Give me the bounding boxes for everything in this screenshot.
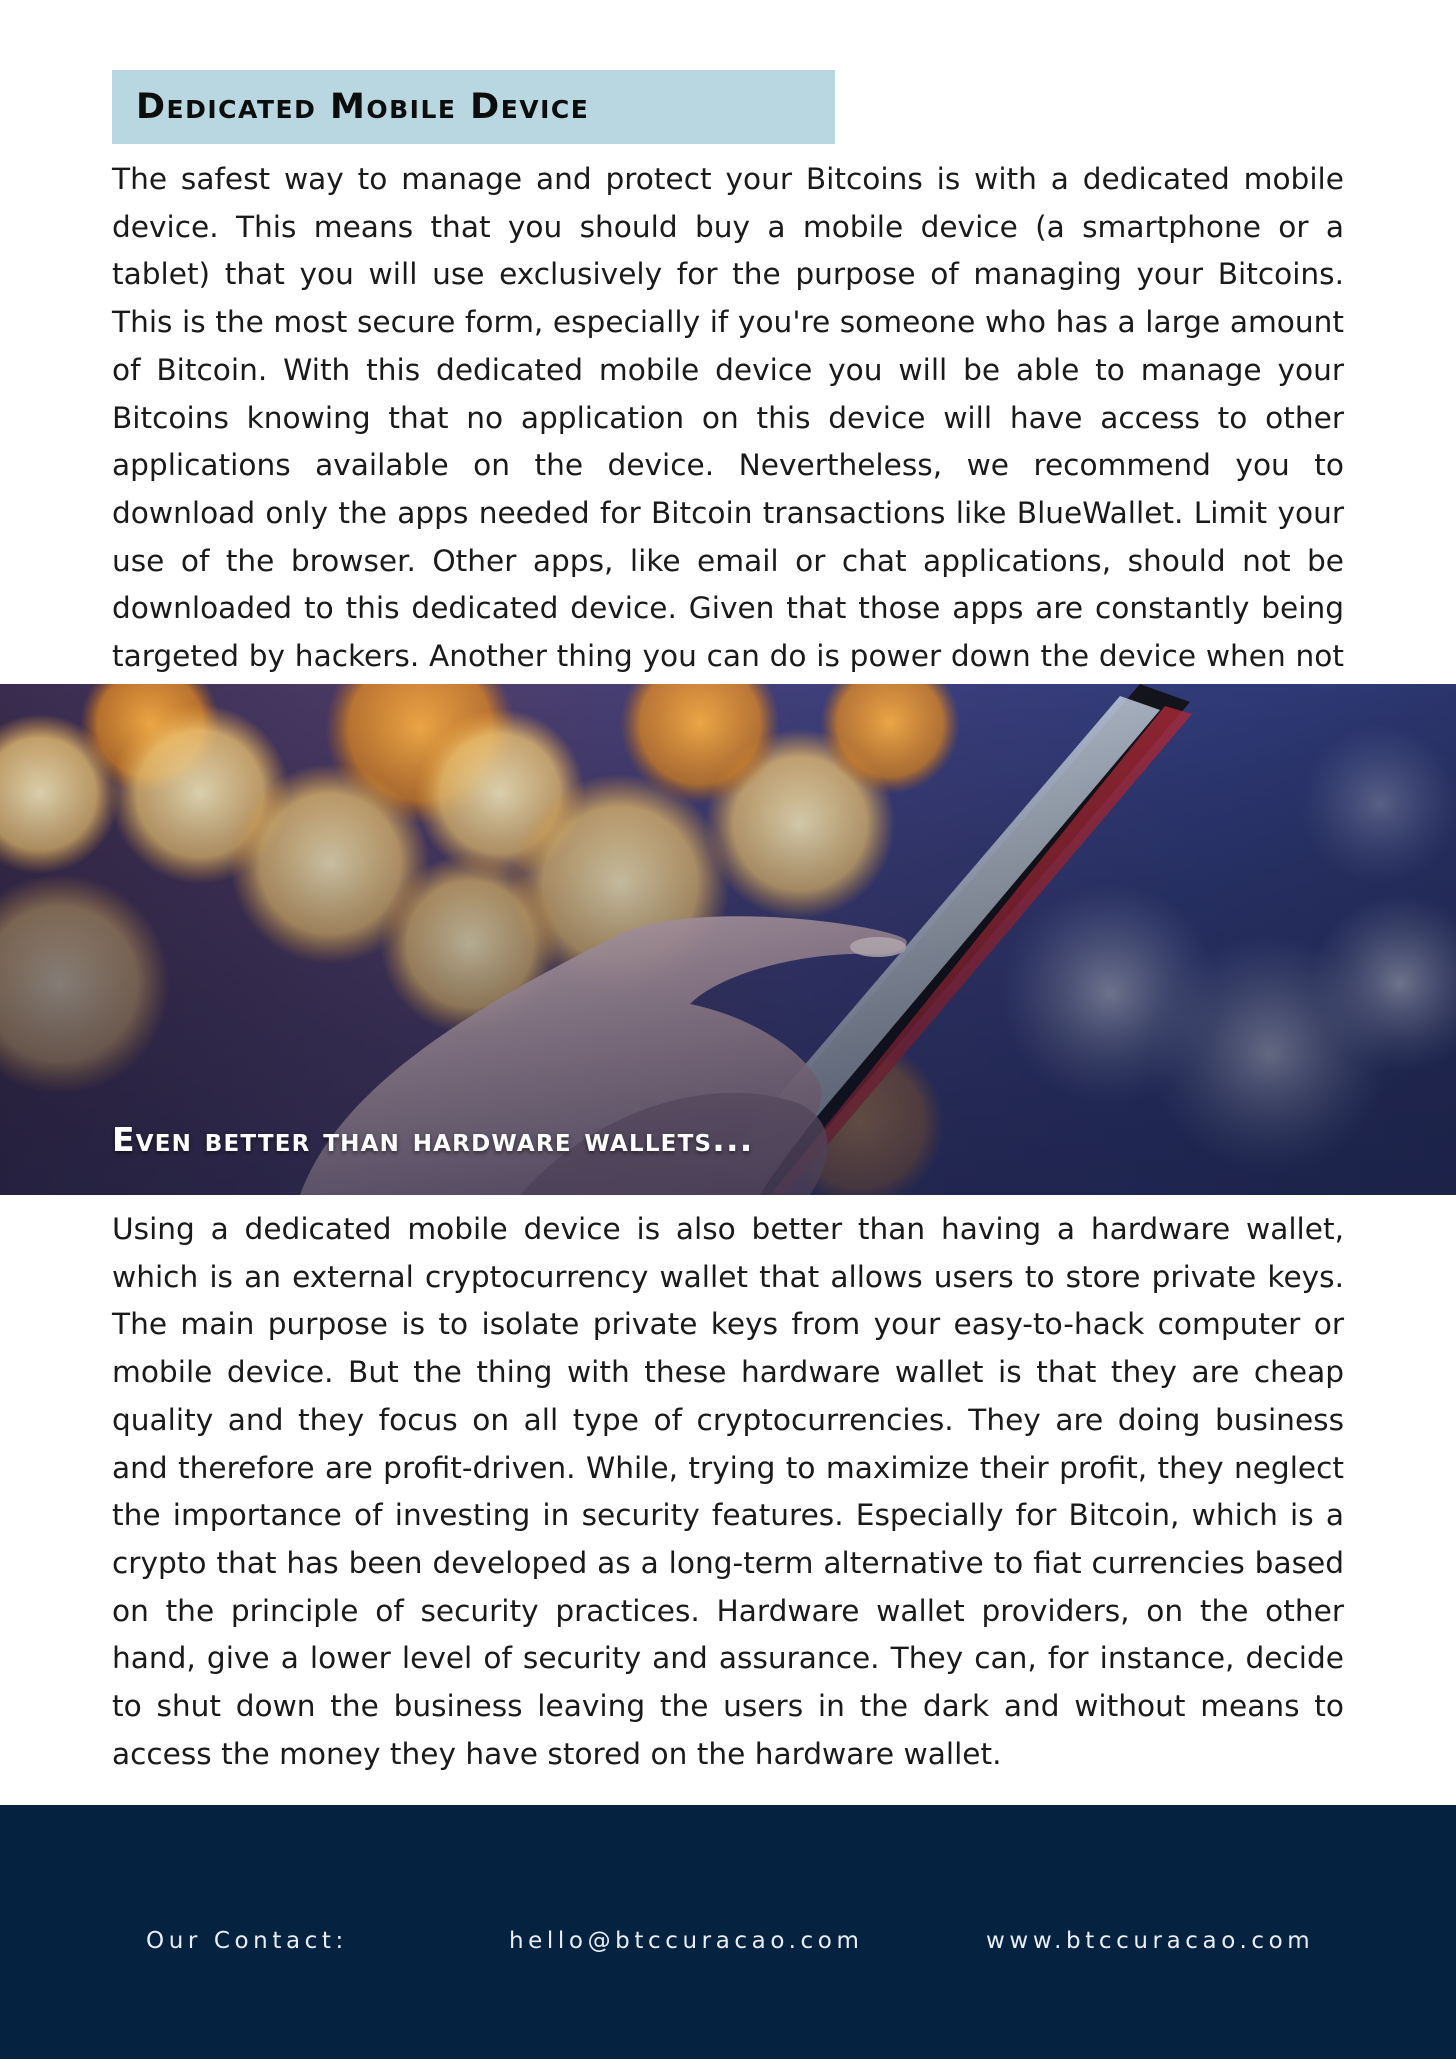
contact-footer [0, 1805, 1456, 2059]
contact-email-link[interactable]: hello@btccuracao.com [509, 1928, 864, 1954]
comparison-paragraph: Using a dedicated mobile device is also better than having a hardware wallet, which is an external cryptocurrency wallet that allows users to store private keys. The main purpose is to isolate private keys from your easy-to-hack computer or mobile device. But the thing with these hardware wallet is that they are cheap quality and they focus on all type of cryptocurrencies. They are doing business and therefore are profit-driven. While, trying to maximize their profit, they neglect the importance of investing in security features. Especially for Bitcoin, which is a crypto that has been developed as a long-term alternative to fiat currencies based on the principle of security practices. Hardware wallet providers, on the other hand, give a lower level of security and assurance. They can, for instance, decide to shut down the business leaving the users in the dark and without means to access the money they have stored on the hardware wallet. [112, 1212, 1344, 1771]
section-heading: Dedicated Mobile Device [136, 87, 590, 127]
hero-banner [0, 684, 1456, 1195]
contact-label: Our Contact: [146, 1928, 348, 1954]
intro-paragraph: The safest way to manage and protect your Bitcoins is with a dedicated mobile device. This means that you should buy a mobile device (a smartphone or a tablet) that you will use exclusively for the purpose of managing your Bitcoins. This is the most secure form, especially if you're someone who has a large amount of Bitcoin. With this dedicated mobile device you will be able to manage your Bitcoins knowing that no application on this device will have access to other applications available on the device. Nevertheless, we recommend you to download only the apps needed for Bitcoin transactions like BlueWallet. Limit your use of the browser. Other apps, like email or chat applications, should not be downloaded to this dedicated device. Given that those apps are constantly being targeted by hackers. Another thing you can do is power down the device when not [112, 162, 1344, 674]
hero-photo-illustration [0, 684, 1456, 1195]
section-heading-box [112, 70, 835, 144]
contact-website-link[interactable]: www.btccuracao.com [986, 1928, 1315, 1954]
hero-subheading: Even better than hardware wallets... [112, 1120, 754, 1159]
